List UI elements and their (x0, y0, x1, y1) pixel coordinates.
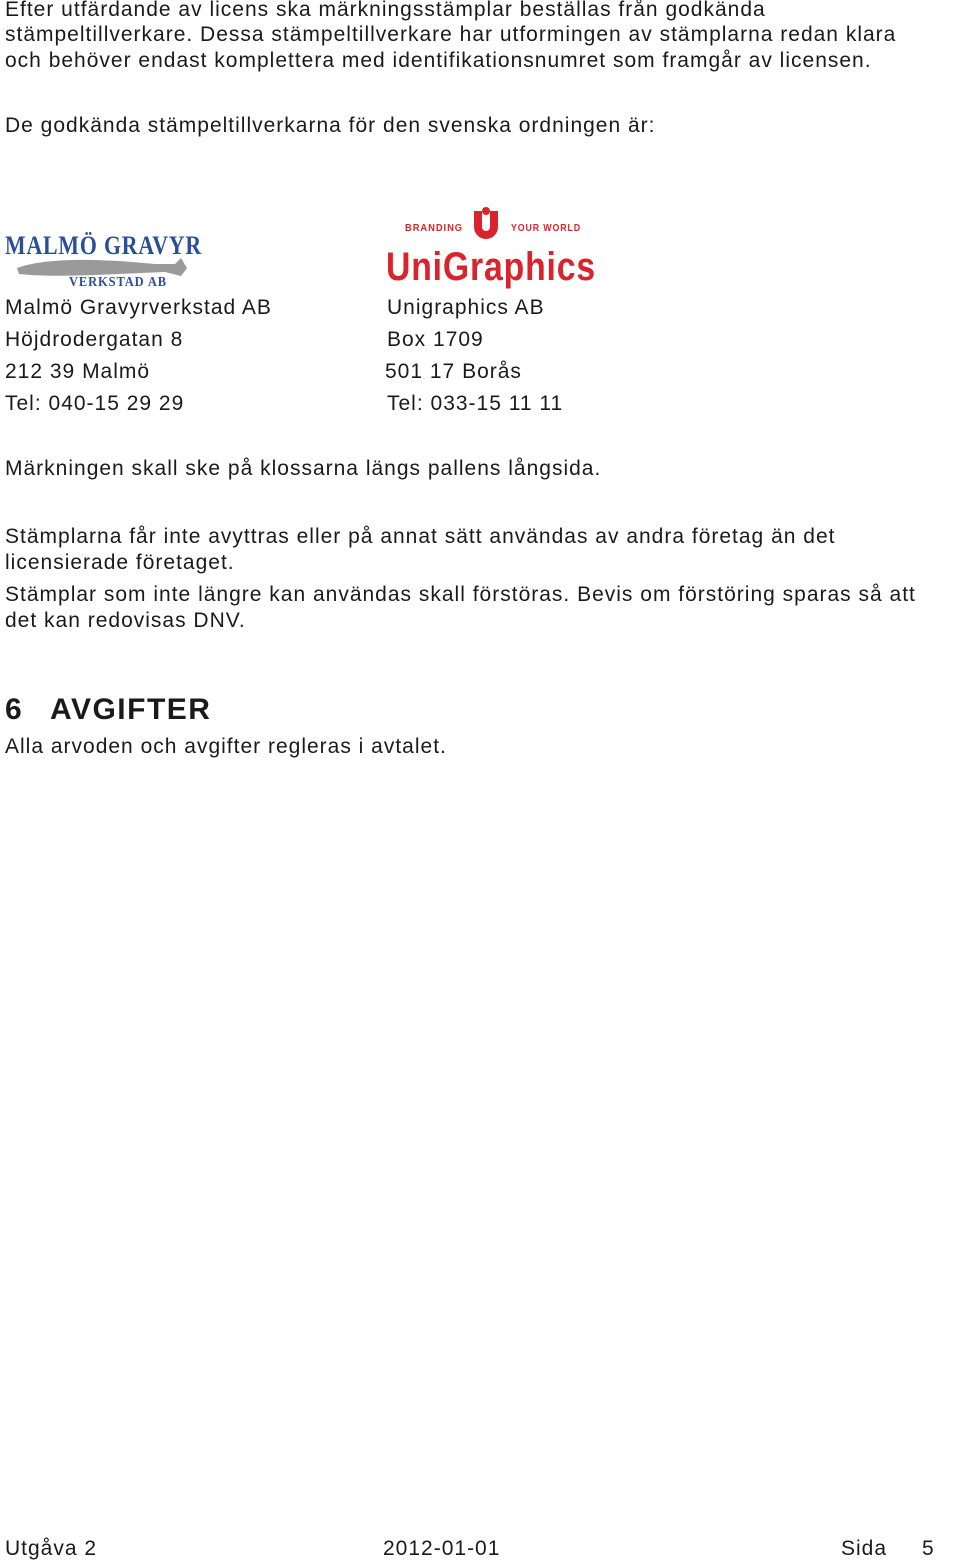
para1-line: licensierade företaget. (5, 551, 235, 574)
unigraphics-logo (386, 205, 601, 291)
section-text: Alla arvoden och avgifter regleras i avtalet. (5, 735, 447, 758)
section-number: 6 (5, 693, 24, 726)
intro-line: och behöver endast komplettera med identifikationsnumret som framgår av licensen. (5, 49, 872, 72)
section-title: AVGIFTER (50, 693, 212, 726)
footer-edition: Utgåva 2 (5, 1537, 98, 1560)
malmo-gravyr-logo (5, 228, 205, 290)
company2-phone: Tel: 033-15 11 11 (387, 392, 564, 415)
company1-city: 212 39 Malmö (5, 360, 151, 383)
company1-street: Höjdrodergatan 8 (5, 328, 184, 351)
malmo-logo-line1: MALMÖ GRAVYR (5, 231, 202, 260)
company2-city: 501 17 Borås (385, 360, 522, 383)
intro-line: stämpeltillverkare. Dessa stämpeltillverkare har utformingen av stämplarna redan klara (5, 23, 897, 46)
company1-name: Malmö Gravyrverkstad AB (5, 296, 272, 319)
para2-line: Stämplar som inte längre kan användas skall förstöras. Bevis om förstöring sparas så att (5, 583, 916, 606)
para2-line: det kan redovisas DNV. (5, 609, 246, 632)
marking-text: Märkningen skall ske på klossarna längs pallens långsida. (5, 457, 602, 480)
company1-phone: Tel: 040-15 29 29 (5, 392, 185, 415)
footer-date: 2012-01-01 (383, 1537, 501, 1560)
makers-intro: De godkända stämpeltillverkarna för den svenska ordningen är: (5, 114, 656, 137)
intro-line: Efter utfärdande av licens ska märkningsstämplar beställas från godkända (5, 0, 766, 21)
malmo-logo-line2: VERKSTAD AB (69, 275, 167, 290)
footer-page-label: Sida (841, 1537, 888, 1560)
u-symbol-icon (474, 211, 498, 239)
unigraphics-tagline-left: BRANDING (405, 223, 463, 234)
airplane-icon (17, 258, 187, 276)
section-heading (5, 692, 211, 728)
company2-name: Unigraphics AB (387, 296, 545, 319)
dot-icon (482, 207, 490, 215)
footer-page-number: 5 (922, 1537, 935, 1560)
unigraphics-tagline-right: YOUR WORLD (511, 223, 581, 234)
company2-street: Box 1709 (387, 328, 484, 351)
unigraphics-wordmark: UniGraphics (386, 245, 596, 289)
para1-line: Stämplarna får inte avyttras eller på annat sätt användas av andra företag än det (5, 525, 836, 548)
